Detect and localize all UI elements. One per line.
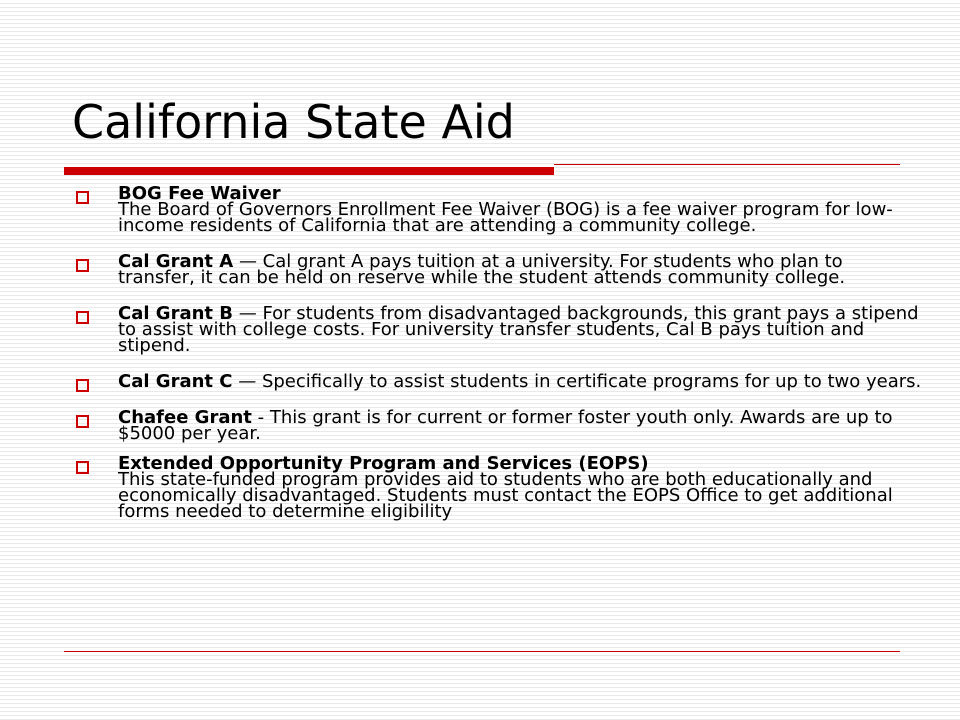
item-description: This grant is for current or former foster youth only. Awards are up to $5000 per year.	[118, 407, 893, 444]
hollow-square-icon	[76, 461, 89, 474]
item-separator: -	[251, 407, 270, 428]
item-separator: —	[233, 251, 263, 272]
item-description: This state-funded program provides aid to students who are both educationally and economically disadvantaged. Students must contact the EOPS Office to get additional forms needed to determine eligibility	[118, 469, 893, 522]
item-term: Cal Grant A	[118, 251, 234, 272]
item-description: The Board of Governors Enrollment Fee Waiver (BOG) is a fee waiver program for low-income residents of California that are attending a community college.	[118, 199, 893, 236]
list-item-cal-grant-c	[72, 371, 922, 392]
item-description: For students from disadvantaged backgrounds, this grant pays a stipend to assist with college costs. For university transfer students, Cal B pays tuition and stipend.	[118, 303, 919, 356]
item-term: Chafee Grant	[118, 407, 252, 428]
item-separator: —	[232, 371, 262, 392]
hollow-square-icon	[76, 415, 89, 428]
bullet-list	[72, 183, 922, 540]
title-accent-bar	[64, 167, 554, 175]
list-item-eops	[72, 453, 922, 522]
item-term: Cal Grant B	[118, 303, 233, 324]
hollow-square-icon	[76, 259, 89, 272]
hollow-square-icon	[76, 191, 89, 204]
slide-title: California State Aid	[72, 95, 515, 149]
footer-divider-line	[64, 651, 900, 652]
item-separator: —	[233, 303, 263, 324]
list-item-cal-grant-b	[72, 303, 922, 356]
item-term: BOG Fee Waiver	[118, 183, 281, 204]
item-description: Specifically to assist students in certificate programs for up to two years.	[261, 371, 922, 392]
list-item-chafee-grant	[72, 407, 922, 444]
item-term: Cal Grant C	[118, 371, 233, 392]
title-divider-line	[554, 164, 900, 165]
hollow-square-icon	[76, 379, 89, 392]
list-item-bog-fee-waiver	[72, 183, 922, 236]
hollow-square-icon	[76, 311, 89, 324]
list-item-cal-grant-a	[72, 251, 922, 288]
item-description: Cal grant A pays tuition at a university. For students who plan to transfer, it can be held on reserve while the student attends community college.	[118, 251, 846, 288]
item-term: Extended Opportunity Program and Services (EOPS)	[118, 453, 649, 474]
